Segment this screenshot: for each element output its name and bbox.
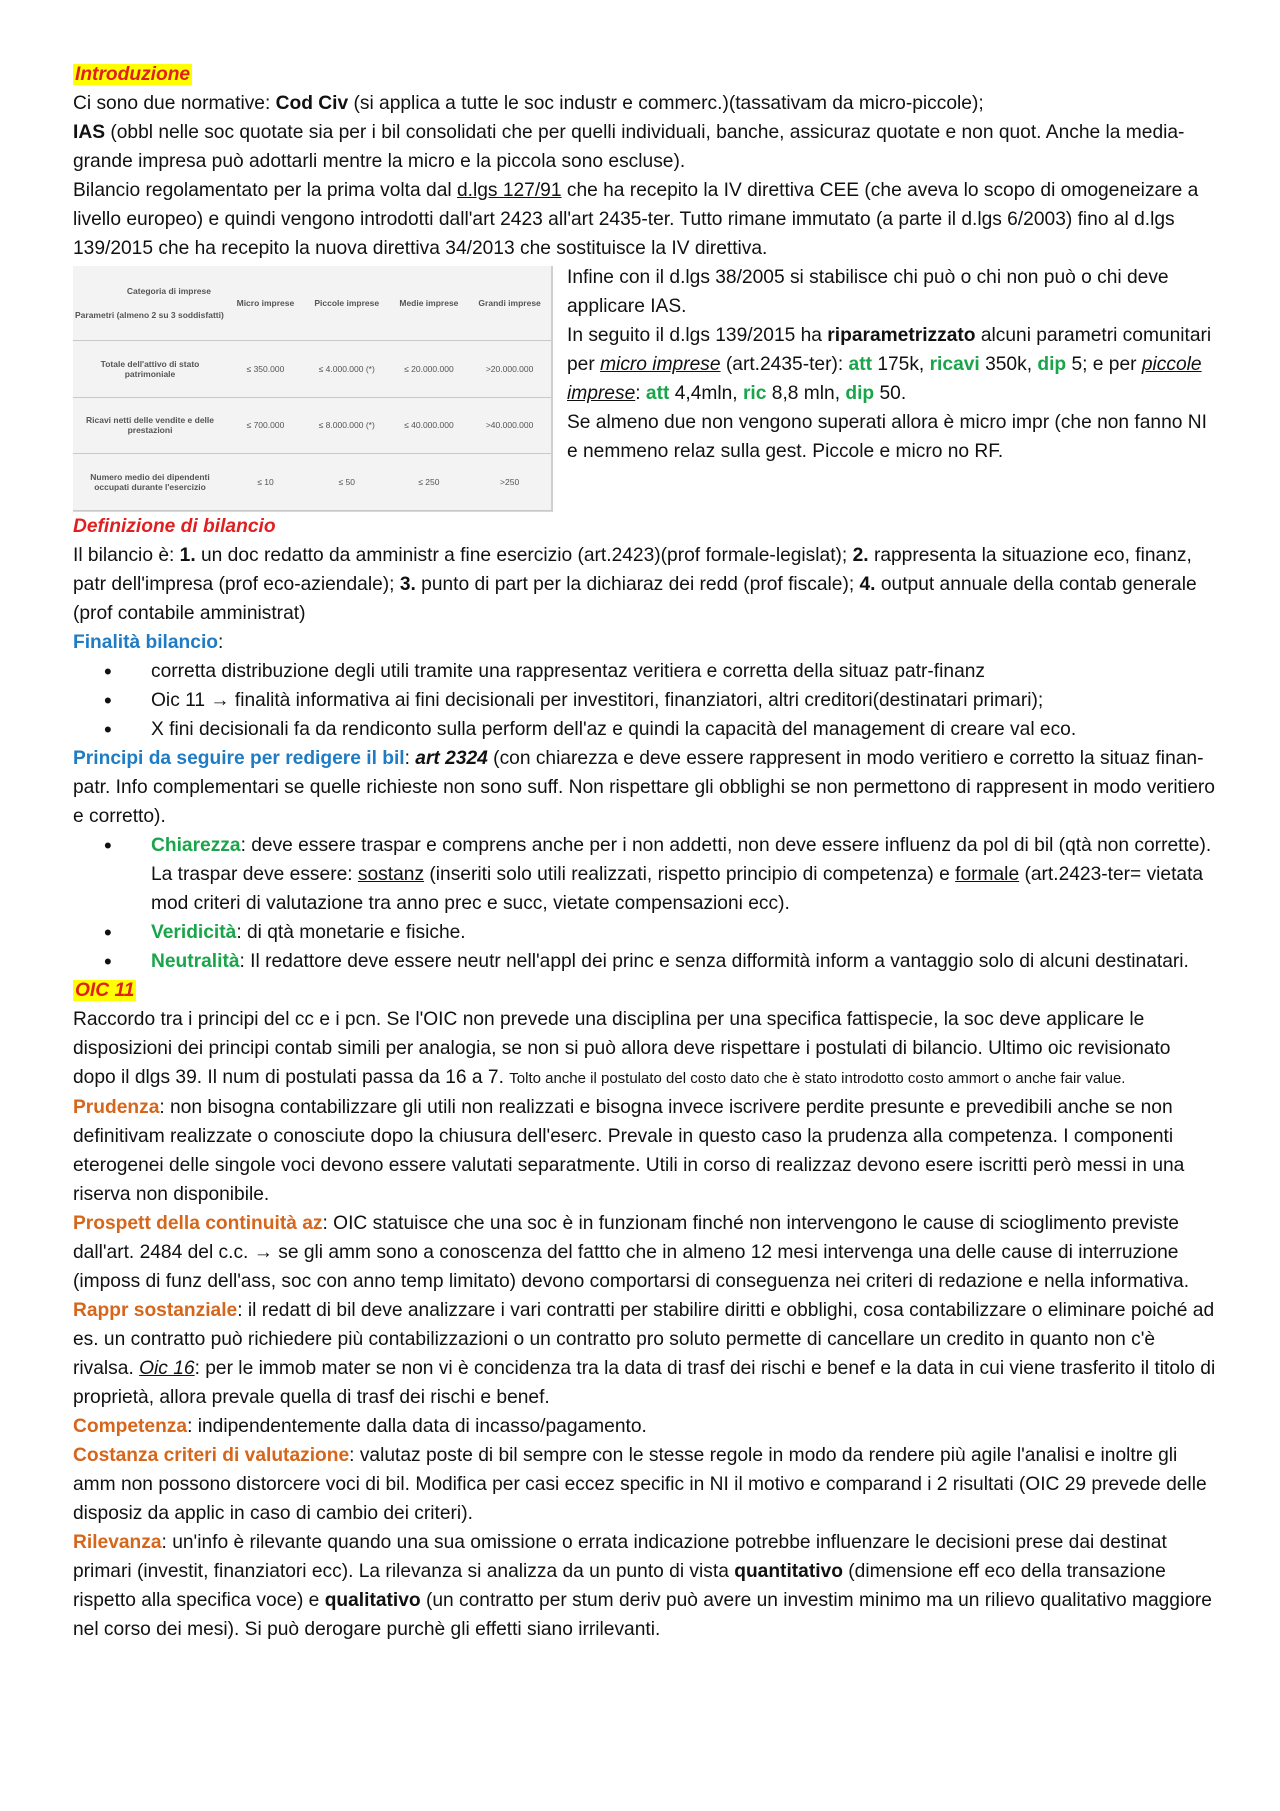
table-cell: ≤ 20.000.000 bbox=[390, 341, 469, 398]
table-cell: ≤ 50 bbox=[304, 454, 390, 511]
finalita-heading: Finalità bilancio bbox=[73, 632, 218, 653]
text: 4,4mln, bbox=[669, 383, 743, 404]
text: : OIC statuisce che una soc è in funzionam finché non intervengono le cause di scioglimento previste dall'art. 2484 del c.c. → se gli amm sono a conoscenza del fattto che in almeno 12 mesi intervenga una delle cause di interruzione (imposs di funz dell'ass, soc con anno temp limitato) devono comportarsi di conseguenza nei criteri di redazione e nella informativa. bbox=[73, 1213, 1190, 1292]
text-italic-underlined: micro imprese bbox=[600, 354, 721, 375]
list-item bbox=[151, 831, 1218, 918]
text-orange: Costanza criteri di valutazione bbox=[73, 1445, 350, 1466]
text: : per le immob mater se non vi è concidenza tra la data di trasf dei rischi e benef e la data in cui viene trasferito il titolo di proprietà, allora prevale quella di trasf dei rischi e benef. bbox=[73, 1358, 1216, 1408]
table-cell: ≤ 40.000.000 bbox=[390, 397, 469, 454]
text-bold: quantitativo bbox=[734, 1561, 843, 1582]
definizione-heading-line bbox=[73, 512, 1218, 541]
table-cell: >40.000.000 bbox=[468, 397, 551, 454]
table-cell: >20.000.000 bbox=[468, 341, 551, 398]
intro-para-3 bbox=[73, 176, 1218, 263]
list-item bbox=[151, 918, 1218, 947]
text: Bilancio regolamentato per la prima volta dal bbox=[73, 180, 457, 201]
text: un doc redatto da amministr a fine esercizio (art.2423)(prof formale-legislat); bbox=[195, 545, 853, 566]
oic11-heading: OIC 11 bbox=[75, 980, 135, 1001]
text: alcuni parametri comunitari per bbox=[567, 325, 1212, 375]
text-underlined: sostanz bbox=[357, 864, 425, 885]
text: (dimensione eff eco della transazione rispetto alla specifica voce) e bbox=[73, 1561, 1166, 1611]
text: (con chiarezza e deve essere rappresent in modo veritiero e corretto la situaz finan-patr. Info complementari se quelle richieste non sono suff. Non rispettare gli obblighi se non permettono di rappresent in modo veritiero e corretto). bbox=[73, 748, 1215, 827]
text-orange: Rappr sostanziale bbox=[73, 1300, 238, 1321]
text-green: ricavi bbox=[929, 354, 980, 375]
text-bold: 2. bbox=[852, 545, 869, 566]
text-bold: qualitativo bbox=[324, 1590, 421, 1611]
table-row bbox=[73, 397, 551, 454]
table-row bbox=[73, 454, 551, 511]
list-item: • X fini decisionali fa da rendiconto sulla perform dell'az e quindi la capacità del management di creare val eco. bbox=[151, 715, 1218, 744]
text: Il bilancio è: bbox=[73, 545, 180, 566]
text-green: att bbox=[848, 354, 872, 375]
text: output annuale della contab generale (prof contabile amministrat) bbox=[73, 574, 1197, 624]
table-cell: ≤ 700.000 bbox=[227, 397, 304, 454]
table-row-label: Totale dell'attivo di stato patrimoniale bbox=[73, 341, 227, 398]
definizione-para bbox=[73, 541, 1218, 628]
text: 5; e per bbox=[1066, 354, 1142, 375]
costanza-para bbox=[73, 1441, 1218, 1528]
text-orange: Rilevanza bbox=[73, 1532, 162, 1553]
text: 50. bbox=[874, 383, 907, 404]
text-italic-underlined: piccole imprese bbox=[567, 354, 1202, 404]
text-green: Neutralità bbox=[151, 951, 240, 972]
principi-heading: Principi da seguire per redigere il bil bbox=[73, 748, 405, 769]
text-green: Veridicità bbox=[151, 922, 237, 943]
text-green: att bbox=[645, 383, 670, 404]
text: (inseriti solo utili realizzati, rispetto principio di competenza) e bbox=[424, 864, 956, 885]
text-green: Chiarezza bbox=[151, 835, 241, 856]
parameters-table-image bbox=[73, 266, 553, 512]
table-side-text bbox=[567, 263, 1218, 466]
table-cell: ≤ 4.000.000 (*) bbox=[304, 341, 390, 398]
table-corner-cell bbox=[73, 266, 227, 341]
text: 350k, bbox=[979, 354, 1038, 375]
table-cell: >250 bbox=[468, 454, 551, 511]
text-small: Tolto anche il postulato del costo dato che è stato introdotto costo ammort o anche fair value. bbox=[509, 1070, 1126, 1087]
table-row bbox=[73, 341, 551, 398]
principi-para bbox=[73, 744, 1218, 831]
table-cell: ≤ 350.000 bbox=[227, 341, 304, 398]
text: (si applica a tutte le soc industr e commerc.)(tassativam da micro-piccole); bbox=[348, 93, 984, 114]
document-page bbox=[73, 60, 1218, 1644]
text: Raccordo tra i principi del cc e i pcn. Se l'OIC non prevede una disciplina per una specifica fattispecie, la soc deve applicare le disposizioni dei principi contab simili per analogia, se non si può allora deve rispettare i postulati di bilancio. Ultimo oic revisionato dopo il dlgs 39. Il num di postulati passa da 16 a 7. bbox=[73, 1009, 1171, 1088]
text: : un'info è rilevante quando una sua omissione o errata indicazione potrebbe influenzare le decisioni prese dai destinat primari (investit, finanziatori ecc). La rilevanza si analizza da un punto di vista bbox=[73, 1532, 1167, 1582]
side-para-3: Se almeno due non vengono superati allora è micro impr (che non fanno NI e nemmeno relaz sulla gest. Piccole e micro no RF. bbox=[567, 412, 1207, 462]
text: (un contratto per stum deriv può avere un investim minimo ma un rilievo qualitativo maggiore nel corso dei mesi). Si può derogare purchè gli effetti siano irrilevanti. bbox=[73, 1590, 1212, 1640]
text: punto di part per la dichiaraz dei redd (prof fiscale); bbox=[415, 574, 860, 595]
text: : non bisogna contabilizzare gli utili non realizzati e bisogna invece iscrivere perdite presunte e prevedibili anche se non definitivam realizzate o conosciute dopo la chiusura dell'eserc. Prevale in questo caso la prudenza alla competenza. I componenti eterogenei delle singole voci devono essere valutati separatmente. Utili in corso di realizzaz devono esere iscritti però messi in una riserva non disponibile. bbox=[73, 1097, 1185, 1205]
table-row-label: Numero medio dei dipendenti occupati durante l'esercizio bbox=[73, 454, 227, 511]
text-underlined: d.lgs 127/91 bbox=[456, 180, 562, 201]
text-orange: Prospett della continuità az bbox=[73, 1213, 323, 1234]
table-header-cell: Grandi imprese bbox=[468, 266, 551, 341]
text: : valutaz poste di bil sempre con le stesse regole in modo da rendere più agile l'analisi e inoltre gli amm non possono distorcere voci di bil. Modifica per casi eccez specific in NI il motivo e comparand i 2 risultati (OIC 29 prevede delle disposiz da applic in caso di cambio dei criteri). bbox=[73, 1445, 1207, 1524]
table-header-cell: Medie imprese bbox=[390, 266, 469, 341]
table-cell: ≤ 10 bbox=[227, 454, 304, 511]
text-bold: IAS bbox=[73, 122, 105, 143]
text-green: dip bbox=[845, 383, 875, 404]
oic11-para bbox=[73, 1005, 1218, 1093]
text-underlined: formale bbox=[955, 864, 1020, 885]
text: : indipendentemente dalla data di incasso/pagamento. bbox=[187, 1416, 647, 1437]
text: : bbox=[635, 383, 646, 404]
text-bold-italic: art 2324 bbox=[415, 748, 488, 769]
definizione-heading: Definizione di bilancio bbox=[73, 516, 276, 537]
oic11-heading-line bbox=[73, 976, 1218, 1005]
table-row-label: Ricavi netti delle vendite e delle prestazioni bbox=[73, 397, 227, 454]
text: (art.2423-ter= vietata mod criteri di valutazione tra anno prec e succ, vietate compensazioni ecc). bbox=[151, 864, 1204, 914]
continuita-para bbox=[73, 1209, 1218, 1296]
text: : bbox=[404, 748, 416, 769]
table-cell: ≤ 8.000.000 (*) bbox=[304, 397, 390, 454]
table-header-cell: Piccole imprese bbox=[304, 266, 390, 341]
text: Ci sono due normative: bbox=[73, 93, 276, 114]
list-item: • corretta distribuzione degli utili tramite una rappresentaz veritiera e corretta della situaz patr-finanz bbox=[151, 657, 1218, 686]
text: : Il redattore deve essere neutr nell'appl dei princ e senza difformità inform a vantaggio solo di alcuni destinatari. bbox=[239, 951, 1189, 972]
text-orange: Competenza bbox=[73, 1416, 188, 1437]
rilevanza-para bbox=[73, 1528, 1218, 1644]
text-green: dip bbox=[1037, 354, 1067, 375]
text-green: ric bbox=[742, 383, 767, 404]
text: che ha recepito la IV direttiva CEE (che aveva lo scopo di omogeneizare a livello europeo) e quindi vengono introdotti dall'art 2423 all'art 2435-ter. Tutto rimane immutato (a parte il d.lgs 6/2003) fino al d.lgs 139/2015 che ha recepito la nuova direttiva 34/2013 che sostituisce la IV direttiva. bbox=[73, 180, 1199, 259]
text-bold: 3. bbox=[399, 574, 416, 595]
text: : il redatt di bil deve analizzare i vari contratti per stabilire diritti e obblighi, cosa contabilizzare o eliminare poiché ad es. un contratto può richiedere più contabilizzazioni o un contratto pro soluto permette di cancellare un credito in quanto non c'è rivalsa. bbox=[73, 1300, 1215, 1379]
text-orange: Prudenza bbox=[73, 1097, 160, 1118]
table-header-cell: Micro imprese bbox=[227, 266, 304, 341]
text-bold: 1. bbox=[179, 545, 196, 566]
prudenza-para bbox=[73, 1093, 1218, 1209]
intro-para-2 bbox=[73, 118, 1218, 176]
text: In seguito il d.lgs 139/2015 ha bbox=[567, 325, 828, 346]
finalita-heading-line bbox=[73, 628, 1218, 657]
table-and-text-row bbox=[73, 263, 1218, 512]
text-bold: Cod Civ bbox=[275, 93, 349, 114]
table-cell: ≤ 250 bbox=[390, 454, 469, 511]
text: : di qtà monetarie e fisiche. bbox=[236, 922, 466, 943]
corner-bottom-label: Parametri (almeno 2 su 3 soddisfatti) bbox=[75, 310, 224, 320]
text-italic-underlined: Oic 16 bbox=[139, 1358, 195, 1379]
text-bold: 4. bbox=[859, 574, 876, 595]
list-item: • Oic 11 → finalità informativa ai fini decisionali per investitori, finanziatori, altri creditori(destinatari primari); bbox=[151, 686, 1218, 715]
text: rappresenta la situazione eco, finanz, patr dell'impresa (prof eco-aziendale); bbox=[73, 545, 1192, 595]
text: (obbl nelle soc quotate sia per i bil consolidati che per quelli individuali, banche, assicuraz quotate e non quot. Anche la media-grande impresa può adottarli mentre la micro e la piccola sono escluse). bbox=[73, 122, 1185, 172]
intro-heading-line bbox=[73, 60, 1218, 89]
table-header-row bbox=[73, 266, 551, 341]
intro-heading: Introduzione bbox=[75, 64, 191, 85]
text: 8,8 mln, bbox=[766, 383, 846, 404]
competenza-para bbox=[73, 1412, 1218, 1441]
rappr-para bbox=[73, 1296, 1218, 1412]
principi-list bbox=[73, 831, 1218, 976]
text: 175k, bbox=[871, 354, 930, 375]
side-para-2 bbox=[567, 321, 1218, 408]
parameters-table bbox=[73, 266, 551, 511]
text: : deve essere traspar e comprens anche per i non addetti, non deve essere influenz da pol di bil (qtà non corrette). La traspar deve essere: bbox=[151, 835, 1212, 885]
corner-top-label: Categoria di imprese bbox=[126, 286, 211, 296]
text: : bbox=[218, 632, 224, 653]
text: (art.2435-ter): bbox=[720, 354, 849, 375]
text-bold: riparametrizzato bbox=[827, 325, 976, 346]
list-item bbox=[151, 947, 1218, 976]
finalita-list bbox=[73, 657, 1218, 744]
intro-para-1 bbox=[73, 89, 1218, 118]
side-para-1: Infine con il d.lgs 38/2005 si stabilisce chi può o chi non può o chi deve applicare IAS. bbox=[567, 267, 1169, 317]
